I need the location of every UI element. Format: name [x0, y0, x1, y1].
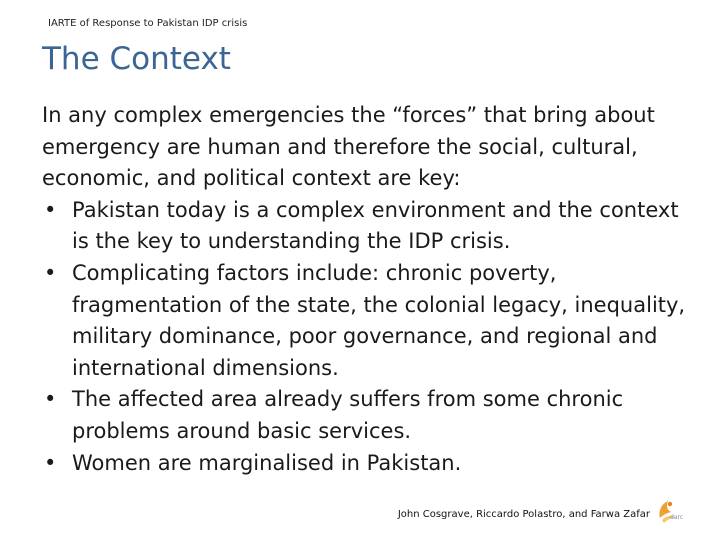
footer-authors: John Cosgrave, Riccardo Polastro, and Farwa Zafar	[397, 509, 650, 520]
bullet-icon: •	[44, 197, 57, 222]
logo-figure-icon	[652, 498, 688, 526]
bullet-item	[42, 448, 692, 480]
bullet-item	[42, 195, 692, 258]
bullet-icon: •	[44, 387, 57, 412]
bullet-text: Complicating factors include: chronic poverty, fragmentation of the state, the colonial legacy, inequality, military dominance, poor governance, and regional and international dimensions.	[72, 260, 686, 380]
presentation-header: IARTE of Response to Pakistan IDP crisis	[48, 18, 248, 29]
bullet-item	[42, 258, 692, 384]
bullet-text: Pakistan today is a complex environment and the context is the key to understanding the IDP crisis.	[72, 197, 679, 254]
bullet-text: The affected area already suffers from some chronic problems around basic services.	[72, 387, 624, 443]
bullet-list	[42, 195, 692, 479]
bullet-item	[42, 384, 692, 447]
intro-paragraph: In any complex emergencies the “forces” that bring about emergency are human and therefore the social, cultural, economic, and political context are key:	[42, 103, 655, 191]
bullet-icon: •	[44, 260, 57, 285]
slide-title: The Context	[42, 41, 231, 77]
bullet-icon: •	[44, 450, 57, 475]
slide-content	[42, 100, 692, 479]
darc-logo	[652, 498, 688, 526]
logo-text: darc	[670, 514, 684, 521]
bullet-text: Women are marginalised in Pakistan.	[72, 450, 462, 475]
